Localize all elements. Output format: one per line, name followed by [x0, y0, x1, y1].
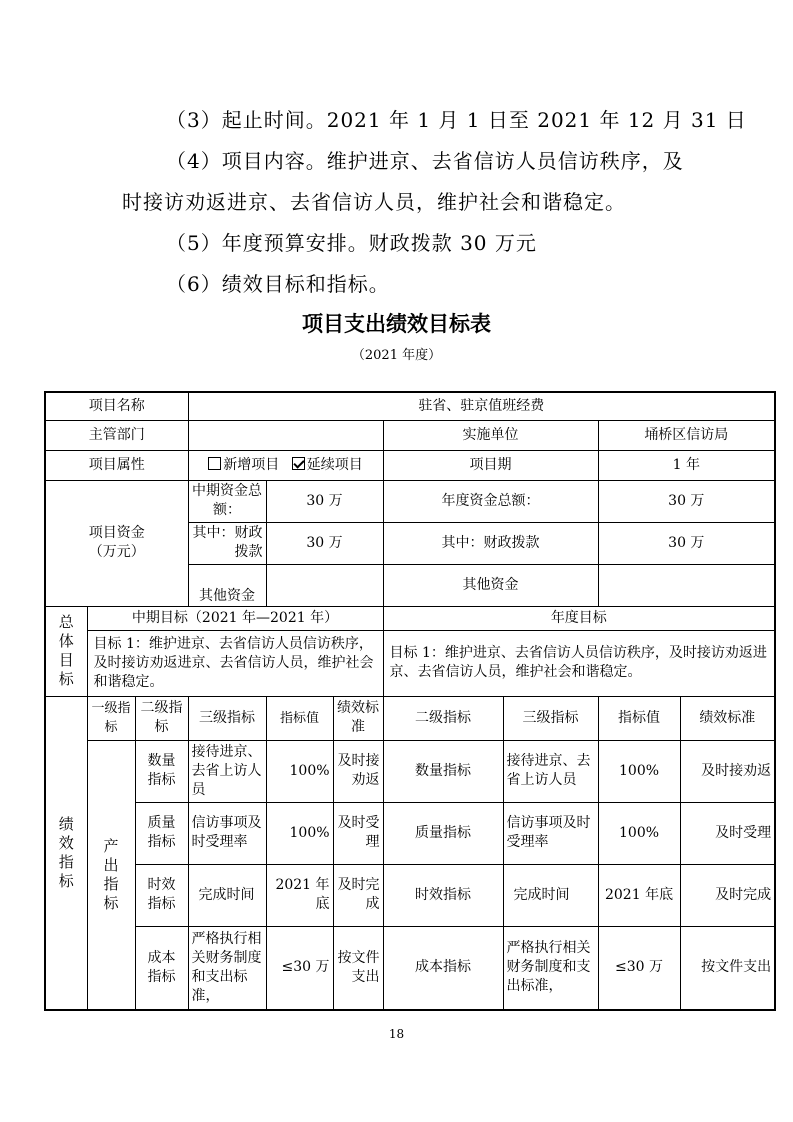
row3-l3: 完成时间: [188, 864, 266, 926]
row1-l3: 接待进京、去省上访人员: [188, 740, 266, 802]
row1-year-standard: 及时接劝返: [680, 740, 775, 802]
row2-standard: 及时受理: [333, 802, 383, 864]
row4-year-l3: 严格执行相关财务制度和支出标准，: [503, 926, 598, 1010]
mid-other-value: [266, 564, 383, 606]
row3-standard: 及时完成: [333, 864, 383, 926]
impl-unit-label: 实施单位: [383, 420, 598, 450]
table-row: [45, 630, 775, 696]
year-fiscal-value: 30 万: [598, 522, 775, 564]
mid-fiscal-label: 其中：财政拨款: [188, 522, 266, 564]
performance-table: [44, 391, 776, 1011]
paragraph-content-line1: （4）项目内容。维护进京、去省信访人员信访秩序，及: [166, 149, 684, 173]
row2-year-value: 100%: [598, 802, 680, 864]
mid-total-value: 30 万: [266, 480, 383, 522]
row4-l3: 严格执行相关财务制度和支出标准，: [188, 926, 266, 1010]
header-year-value: 指标值: [598, 696, 680, 740]
row2-l3: 信访事项及时受理率: [188, 802, 266, 864]
year-other-label: 其他资金: [383, 564, 598, 606]
dept-value: [188, 420, 383, 450]
paragraph-content-line2: 时接访劝返进京、去省信访人员，维护社会和谐稳定。: [122, 190, 626, 214]
table-row: [45, 926, 775, 1010]
overall-goal-label: 总体目标: [45, 606, 87, 696]
page-number: 18: [388, 1027, 405, 1041]
header-standard: 绩效标准: [333, 696, 383, 740]
year-total-label: 年度资金总额：: [383, 480, 598, 522]
row4-value: ≤30 万: [266, 926, 333, 1010]
row3-l2: 时效指标: [135, 864, 188, 926]
mid-goal-text: 目标 1：维护进京、去省信访人员信访秩序，及时接访劝返进京、去省信访人员，维护社会和谐稳定。: [87, 630, 383, 696]
attr-label: 项目属性: [45, 450, 188, 480]
mid-other-label: 其他资金: [188, 564, 266, 606]
row2-year-l3: 信访事项及时受理率: [503, 802, 598, 864]
mid-total-label: 中期资金总额：: [188, 480, 266, 522]
row1-standard: 及时接劝返: [333, 740, 383, 802]
year-goal-header: 年度目标: [383, 606, 775, 630]
year-goal-text: 目标 1：维护进京、去省信访人员信访秩序，及时接访劝返进京、去省信访人员，维护社会和谐稳定。: [383, 630, 775, 696]
row4-year-l2: 成本指标: [383, 926, 503, 1010]
row2-year-l2: 质量指标: [383, 802, 503, 864]
row1-year-l3: 接待进京、去省上访人员: [503, 740, 598, 802]
period-label: 项目期: [383, 450, 598, 480]
row4-year-value: ≤30 万: [598, 926, 680, 1010]
dept-label: 主管部门: [45, 420, 188, 450]
row3-year-value: 2021 年底: [598, 864, 680, 926]
attr-new-label: 新增项目: [223, 456, 280, 473]
row1-year-l2: 数量指标: [383, 740, 503, 802]
header-value: 指标值: [266, 696, 333, 740]
mid-fiscal-value: 30 万: [266, 522, 383, 564]
table-row: [45, 864, 775, 926]
table-row: [45, 606, 775, 630]
table-row: [45, 740, 775, 802]
attr-continue-label: 延续项目: [306, 456, 363, 473]
perf-indicator-label: 绩效指标: [45, 696, 87, 1010]
funds-label: 项目资金（万元）: [45, 480, 188, 606]
row1-year-value: 100%: [598, 740, 680, 802]
table-row: [45, 696, 775, 740]
table-row: [45, 802, 775, 864]
row1-l2: 数量指标: [135, 740, 188, 802]
row4-standard: 按文件支出: [333, 926, 383, 1010]
paragraph-period: （3）起止时间。2021 年 1 月 1 日至 2021 年 12 月 31 日: [166, 108, 747, 132]
year-total-value: 30 万: [598, 480, 775, 522]
row2-l2: 质量指标: [135, 802, 188, 864]
checkbox-continue-project[interactable]: [292, 457, 305, 470]
table-row: [45, 450, 775, 480]
level1-output: 产出指标: [87, 740, 135, 1010]
paragraph-targets: （6）绩效目标和指标。: [166, 272, 390, 296]
header-year-standard: 绩效标准: [680, 696, 775, 740]
table-subtitle: （2021 年度）: [351, 348, 442, 363]
table-row: [45, 392, 775, 420]
row4-l2: 成本指标: [135, 926, 188, 1010]
row3-year-l3: 完成时间: [503, 864, 598, 926]
period-value: 1 年: [598, 450, 775, 480]
row4-year-standard: 按文件支出: [680, 926, 775, 1010]
year-other-value: [598, 564, 775, 606]
table-row: [45, 420, 775, 450]
row3-year-l2: 时效指标: [383, 864, 503, 926]
header-level3: 三级指标: [188, 696, 266, 740]
attr-options: [188, 450, 383, 480]
project-name-label: 项目名称: [45, 392, 188, 420]
paragraph-budget: （5）年度预算安排。财政拨款 30 万元: [166, 231, 537, 255]
project-name-value: 驻省、驻京值班经费: [188, 392, 775, 420]
header-year-level3: 三级指标: [503, 696, 598, 740]
row1-value: 100%: [266, 740, 333, 802]
header-year-level2: 二级指标: [383, 696, 503, 740]
header-level1: 一级指标: [87, 696, 135, 740]
header-level2: 二级指标: [135, 696, 188, 740]
row2-value: 100%: [266, 802, 333, 864]
row3-value: 2021 年底: [266, 864, 333, 926]
year-fiscal-label: 其中：财政拨款: [383, 522, 598, 564]
checkbox-new-project[interactable]: [208, 457, 221, 470]
table-title: 项目支出绩效目标表: [302, 312, 491, 336]
row3-year-standard: 及时完成: [680, 864, 775, 926]
mid-goal-header: 中期目标（2021 年—2021 年）: [87, 606, 383, 630]
table-row: [45, 480, 775, 522]
row2-year-standard: 及时受理: [680, 802, 775, 864]
impl-unit-value: 埇桥区信访局: [598, 420, 775, 450]
